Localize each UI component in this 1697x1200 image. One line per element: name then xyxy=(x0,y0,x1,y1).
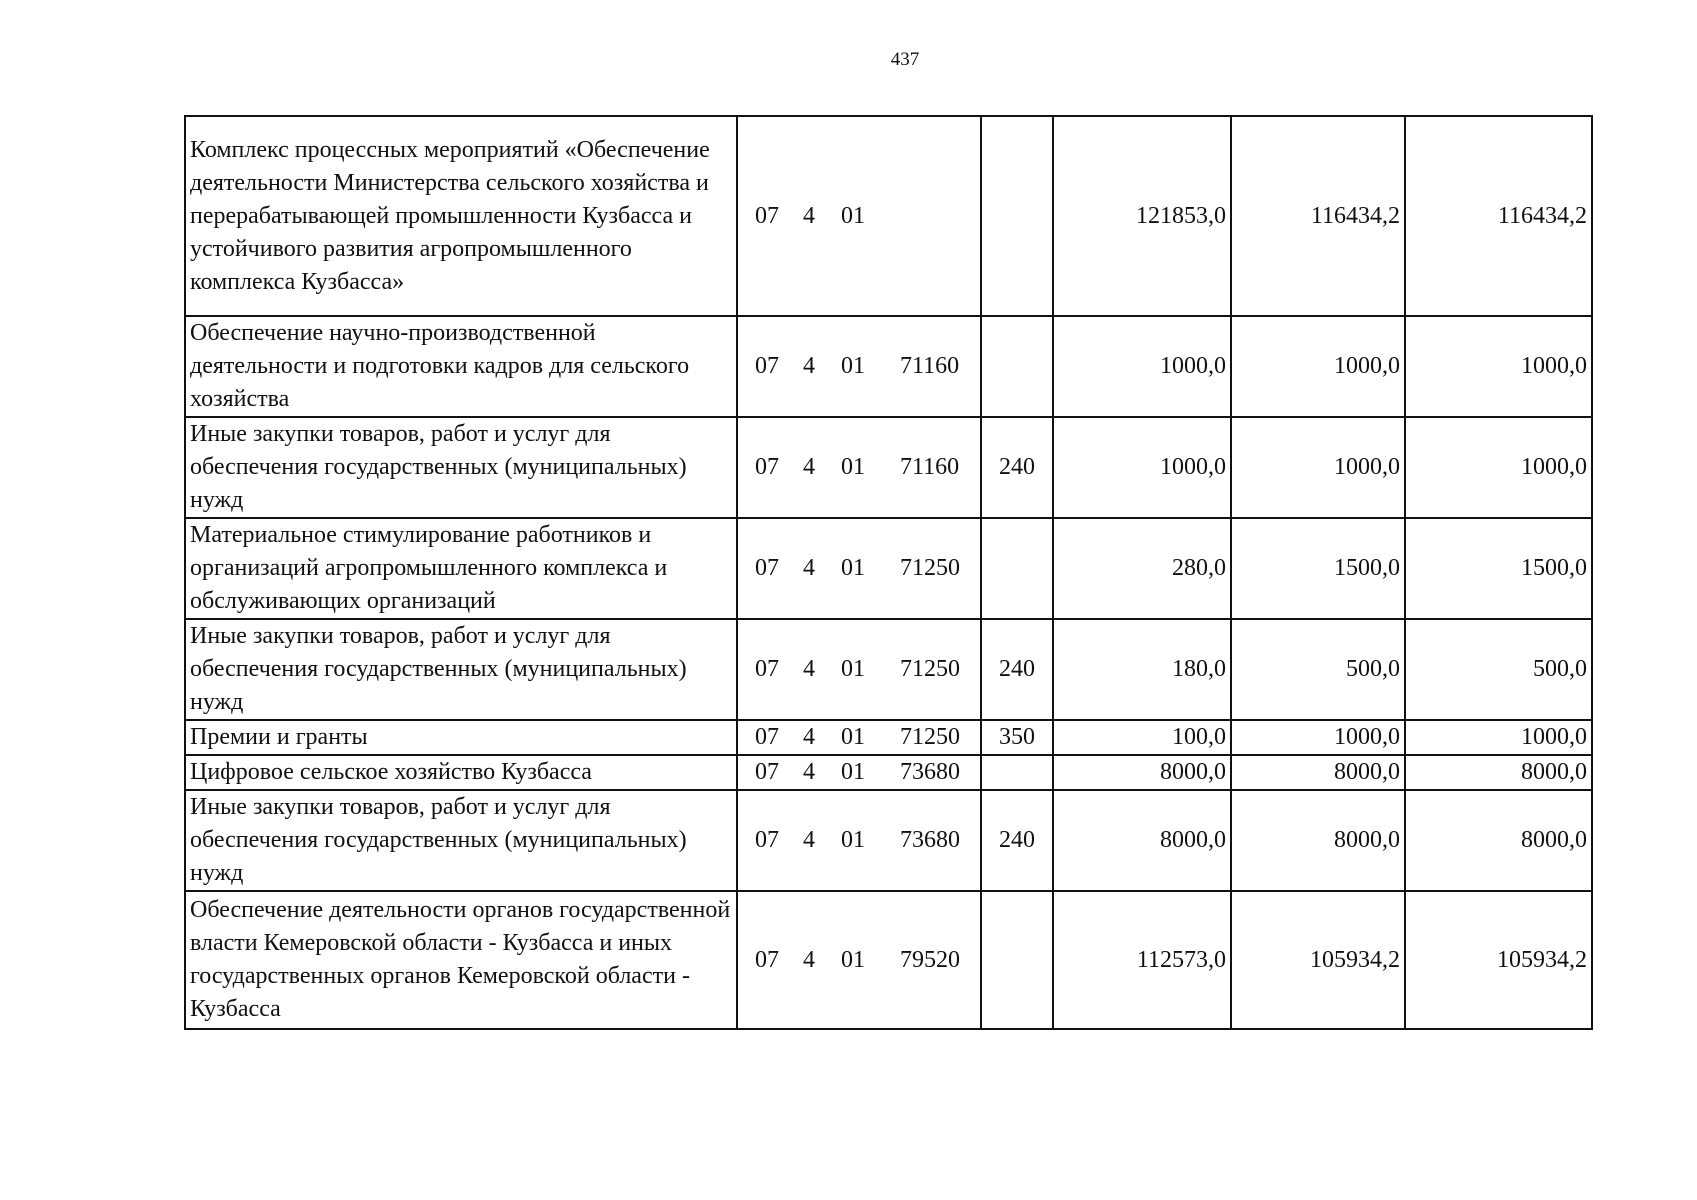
code-part: 71160 xyxy=(900,454,960,480)
code-part: 07 xyxy=(755,724,779,750)
code-part: 4 xyxy=(803,353,815,379)
table-row xyxy=(185,891,1592,1029)
row-value: 1000,0 xyxy=(1231,316,1405,417)
row-value: 100,0 xyxy=(1053,720,1231,755)
row-name: Иные закупки товаров, работ и услуг для обеспечения государственных (муниципальных) нужд xyxy=(185,417,737,518)
code-part: 4 xyxy=(803,724,815,750)
code-part: 71250 xyxy=(900,724,960,750)
row-name: Обеспечение деятельности органов государственной власти Кемеровской области - Кузбасса и иных государственных органов Кемеровской области - Кузбасса xyxy=(185,891,737,1029)
row-kvr xyxy=(981,316,1053,417)
table-row xyxy=(185,720,1592,755)
row-name: Комплекс процессных мероприятий «Обеспечение деятельности Министерства сельского хозяйства и перерабатывающей промышленности Кузбасса и устойчивого развития агропромышленного комплекса Кузбасса» xyxy=(185,116,737,316)
code-part: 01 xyxy=(841,759,865,785)
row-value: 8000,0 xyxy=(1053,790,1231,891)
row-kvr: 350 xyxy=(981,720,1053,755)
row-code xyxy=(737,790,981,891)
row-value: 180,0 xyxy=(1053,619,1231,720)
code-part: 01 xyxy=(841,353,865,379)
row-value: 1000,0 xyxy=(1053,417,1231,518)
row-kvr xyxy=(981,891,1053,1029)
row-value: 105934,2 xyxy=(1231,891,1405,1029)
code-part: 07 xyxy=(755,454,779,480)
row-name: Иные закупки товаров, работ и услуг для обеспечения государственных (муниципальных) нужд xyxy=(185,619,737,720)
row-value: 112573,0 xyxy=(1053,891,1231,1029)
row-value: 105934,2 xyxy=(1405,891,1592,1029)
row-code xyxy=(737,518,981,619)
code-part: 71160 xyxy=(900,353,960,379)
code-part: 71250 xyxy=(900,555,960,581)
row-value: 116434,2 xyxy=(1231,116,1405,316)
table-row xyxy=(185,316,1592,417)
code-part: 71250 xyxy=(900,656,960,682)
table-row xyxy=(185,790,1592,891)
code-part: 4 xyxy=(803,827,815,853)
code-part: 73680 xyxy=(900,759,960,785)
code-part: 07 xyxy=(755,827,779,853)
row-code xyxy=(737,891,981,1029)
row-code xyxy=(737,619,981,720)
row-kvr: 240 xyxy=(981,417,1053,518)
code-part: 73680 xyxy=(900,827,960,853)
row-value: 280,0 xyxy=(1053,518,1231,619)
row-value: 8000,0 xyxy=(1231,790,1405,891)
code-part: 01 xyxy=(841,202,865,229)
row-value: 8000,0 xyxy=(1053,755,1231,790)
table-row xyxy=(185,116,1592,316)
code-part: 07 xyxy=(755,202,779,229)
code-part: 07 xyxy=(755,759,779,785)
code-part: 4 xyxy=(803,454,815,480)
row-value: 500,0 xyxy=(1405,619,1592,720)
table-row xyxy=(185,755,1592,790)
row-name: Цифровое сельское хозяйство Кузбасса xyxy=(185,755,737,790)
row-code xyxy=(737,755,981,790)
row-name: Обеспечение научно-производственной деятельности и подготовки кадров для сельского хозяйства xyxy=(185,316,737,417)
table-row xyxy=(185,518,1592,619)
code-part: 01 xyxy=(841,946,865,973)
row-value: 116434,2 xyxy=(1405,116,1592,316)
row-value: 1000,0 xyxy=(1405,316,1592,417)
row-value: 1000,0 xyxy=(1231,417,1405,518)
table-row xyxy=(185,619,1592,720)
code-part: 07 xyxy=(755,946,779,973)
row-value: 8000,0 xyxy=(1405,755,1592,790)
row-code xyxy=(737,417,981,518)
row-name: Иные закупки товаров, работ и услуг для обеспечения государственных (муниципальных) нужд xyxy=(185,790,737,891)
row-name: Премии и гранты xyxy=(185,720,737,755)
row-code xyxy=(737,316,981,417)
row-kvr xyxy=(981,116,1053,316)
code-part: 01 xyxy=(841,656,865,682)
row-value: 121853,0 xyxy=(1053,116,1231,316)
row-name: Материальное стимулирование работников и организаций агропромышленного комплекса и обслуживающих организаций xyxy=(185,518,737,619)
budget-table xyxy=(184,115,1593,1030)
row-value: 1000,0 xyxy=(1405,417,1592,518)
row-value: 500,0 xyxy=(1231,619,1405,720)
row-code xyxy=(737,116,981,316)
row-kvr: 240 xyxy=(981,790,1053,891)
code-part: 07 xyxy=(755,353,779,379)
table-row xyxy=(185,417,1592,518)
code-part: 07 xyxy=(755,555,779,581)
code-part: 4 xyxy=(803,656,815,682)
row-code xyxy=(737,720,981,755)
row-kvr xyxy=(981,755,1053,790)
row-value: 1000,0 xyxy=(1053,316,1231,417)
row-value: 1500,0 xyxy=(1405,518,1592,619)
code-part: 4 xyxy=(803,759,815,785)
code-part: 01 xyxy=(841,454,865,480)
code-part: 01 xyxy=(841,724,865,750)
row-value: 1000,0 xyxy=(1405,720,1592,755)
code-part: 4 xyxy=(803,555,815,581)
row-value: 1500,0 xyxy=(1231,518,1405,619)
row-value: 1000,0 xyxy=(1231,720,1405,755)
row-kvr xyxy=(981,518,1053,619)
row-value: 8000,0 xyxy=(1231,755,1405,790)
page-number: 437 xyxy=(890,49,920,70)
row-kvr: 240 xyxy=(981,619,1053,720)
code-part: 4 xyxy=(803,202,815,229)
code-part: 4 xyxy=(803,946,815,973)
code-part: 07 xyxy=(755,656,779,682)
code-part: 79520 xyxy=(900,946,960,973)
code-part: 01 xyxy=(841,555,865,581)
code-part: 01 xyxy=(841,827,865,853)
row-value: 8000,0 xyxy=(1405,790,1592,891)
